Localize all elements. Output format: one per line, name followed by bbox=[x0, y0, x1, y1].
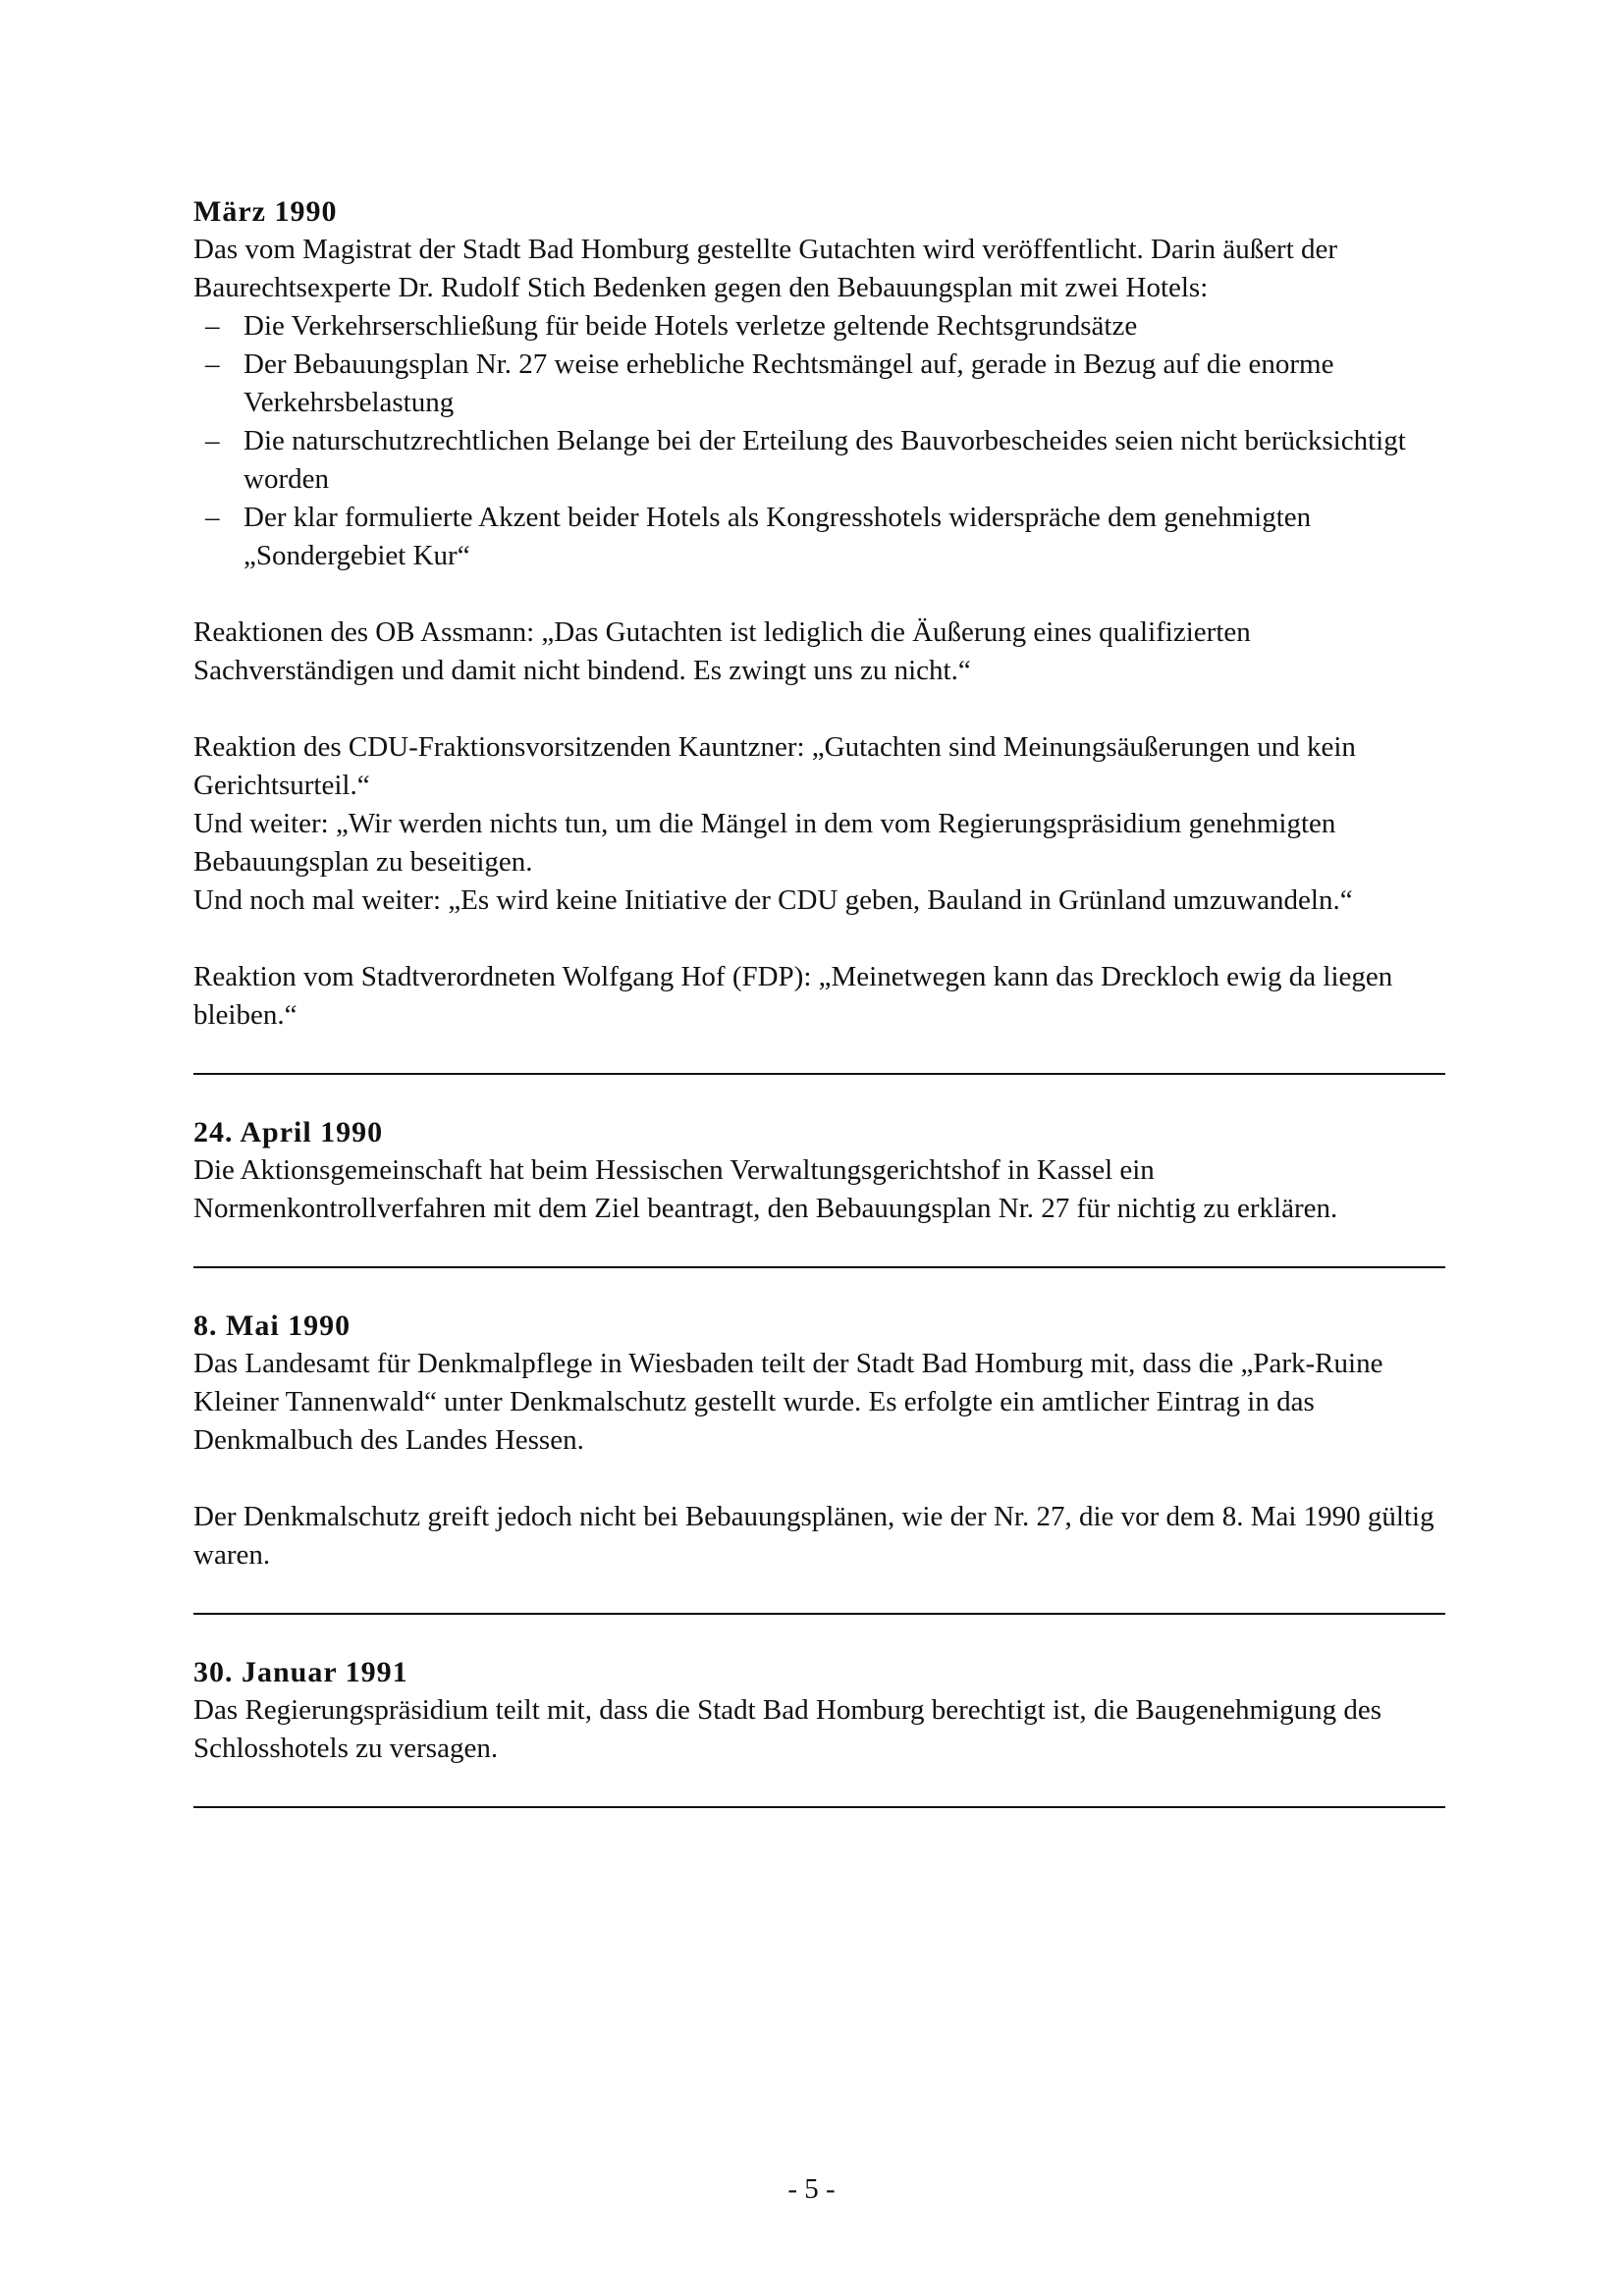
bullet-item bbox=[193, 499, 1445, 575]
entry-title: 8. Mai 1990 bbox=[193, 1309, 352, 1342]
reaction-cdu-continued: Und weiter: „Wir werden nichts tun, um die Mängel in dem vom Regierungspräsidium genehmigten Bebauungsplan zu beseitigen. bbox=[193, 808, 1336, 878]
dash-bullet: – bbox=[205, 425, 220, 456]
entry-text: Das Landesamt für Denkmalpflege in Wiesbaden teilt der Stadt Bad Homburg mit, dass die „Park-Ruine Kleiner Tannenwald“ unter Denkmalschutz gestellt wurde. Es erfolgte ein amtlicher Eintrag in das Denkmalbuch des Landes Hessen. bbox=[193, 1348, 1383, 1456]
entry-text-note: Der Denkmalschutz greift jedoch nicht bei Bebauungsplänen, wie der Nr. 27, die vor dem 8. Mai 1990 gültig waren. bbox=[193, 1501, 1434, 1571]
entry-intro: Das vom Magistrat der Stadt Bad Homburg gestellte Gutachten wird veröffentlicht. Darin äußert der Baurechtsexperte Dr. Rudolf Stich Bedenken gegen den Bebauungsplan mit zwei Hotels: bbox=[193, 234, 1338, 303]
entry-mai-1990 bbox=[193, 1307, 1445, 1575]
entry-title: März 1990 bbox=[193, 195, 338, 228]
reaction-fdp: Reaktion vom Stadtverordneten Wolfgang Hof (FDP): „Meinetwegen kann das Dreckloch ewig da liegen bleiben.“ bbox=[193, 961, 1393, 1031]
entry-april-1990 bbox=[193, 1113, 1445, 1228]
reaction-cdu-further: Und noch mal weiter: „Es wird keine Initiative der CDU geben, Bauland in Grünland umzuwandeln.“ bbox=[193, 884, 1353, 916]
dash-bullet: – bbox=[205, 348, 220, 380]
entry-text: Die Aktionsgemeinschaft hat beim Hessischen Verwaltungsgerichtshof in Kassel ein Normenkontrollverfahren mit dem Ziel beantragt, den Bebauungsplan Nr. 27 für nichtig zu erklären. bbox=[193, 1154, 1338, 1224]
section-divider bbox=[193, 1806, 1445, 1808]
bullet-text: Der klar formulierte Akzent beider Hotels als Kongresshotels widerspräche dem genehmigten „Sondergebiet Kur“ bbox=[243, 502, 1312, 571]
bullet-text: Die naturschutzrechtlichen Belange bei der Erteilung des Bauvorbescheides seien nicht berücksichtigt worden bbox=[243, 425, 1406, 495]
page-number: - 5 - bbox=[787, 2173, 836, 2205]
reaction-ob: Reaktionen des OB Assmann: „Das Gutachten ist lediglich die Äußerung eines qualifizierten Sachverständigen und damit nicht bindend. Es zwingt uns zu nicht.“ bbox=[193, 616, 1251, 686]
entry-title: 24. April 1990 bbox=[193, 1116, 384, 1148]
dash-bullet: – bbox=[205, 502, 220, 533]
bullet-item bbox=[193, 307, 1445, 346]
bullet-item bbox=[193, 422, 1445, 499]
entry-januar-1991 bbox=[193, 1653, 1445, 1768]
dash-bullet: – bbox=[205, 310, 220, 342]
bullet-item bbox=[193, 346, 1445, 422]
bullet-text: Die Verkehrserschließung für beide Hotels verletze geltende Rechtsgrundsätze bbox=[243, 310, 1138, 342]
entry-text: Das Regierungspräsidium teilt mit, dass die Stadt Bad Homburg berechtigt ist, die Baugenehmigung des Schlosshotels zu versagen. bbox=[193, 1694, 1382, 1764]
bullet-list bbox=[193, 307, 1445, 575]
entry-title: 30. Januar 1991 bbox=[193, 1656, 408, 1688]
entry-maerz-1990 bbox=[193, 192, 1445, 1035]
page-content bbox=[193, 192, 1445, 1808]
reaction-cdu: Reaktion des CDU-Fraktionsvorsitzenden Kauntzner: „Gutachten sind Meinungsäußerungen und kein Gerichtsurteil.“ bbox=[193, 731, 1356, 801]
bullet-text: Der Bebauungsplan Nr. 27 weise erhebliche Rechtsmängel auf, gerade in Bezug auf die enorme Verkehrsbelastung bbox=[243, 348, 1334, 418]
